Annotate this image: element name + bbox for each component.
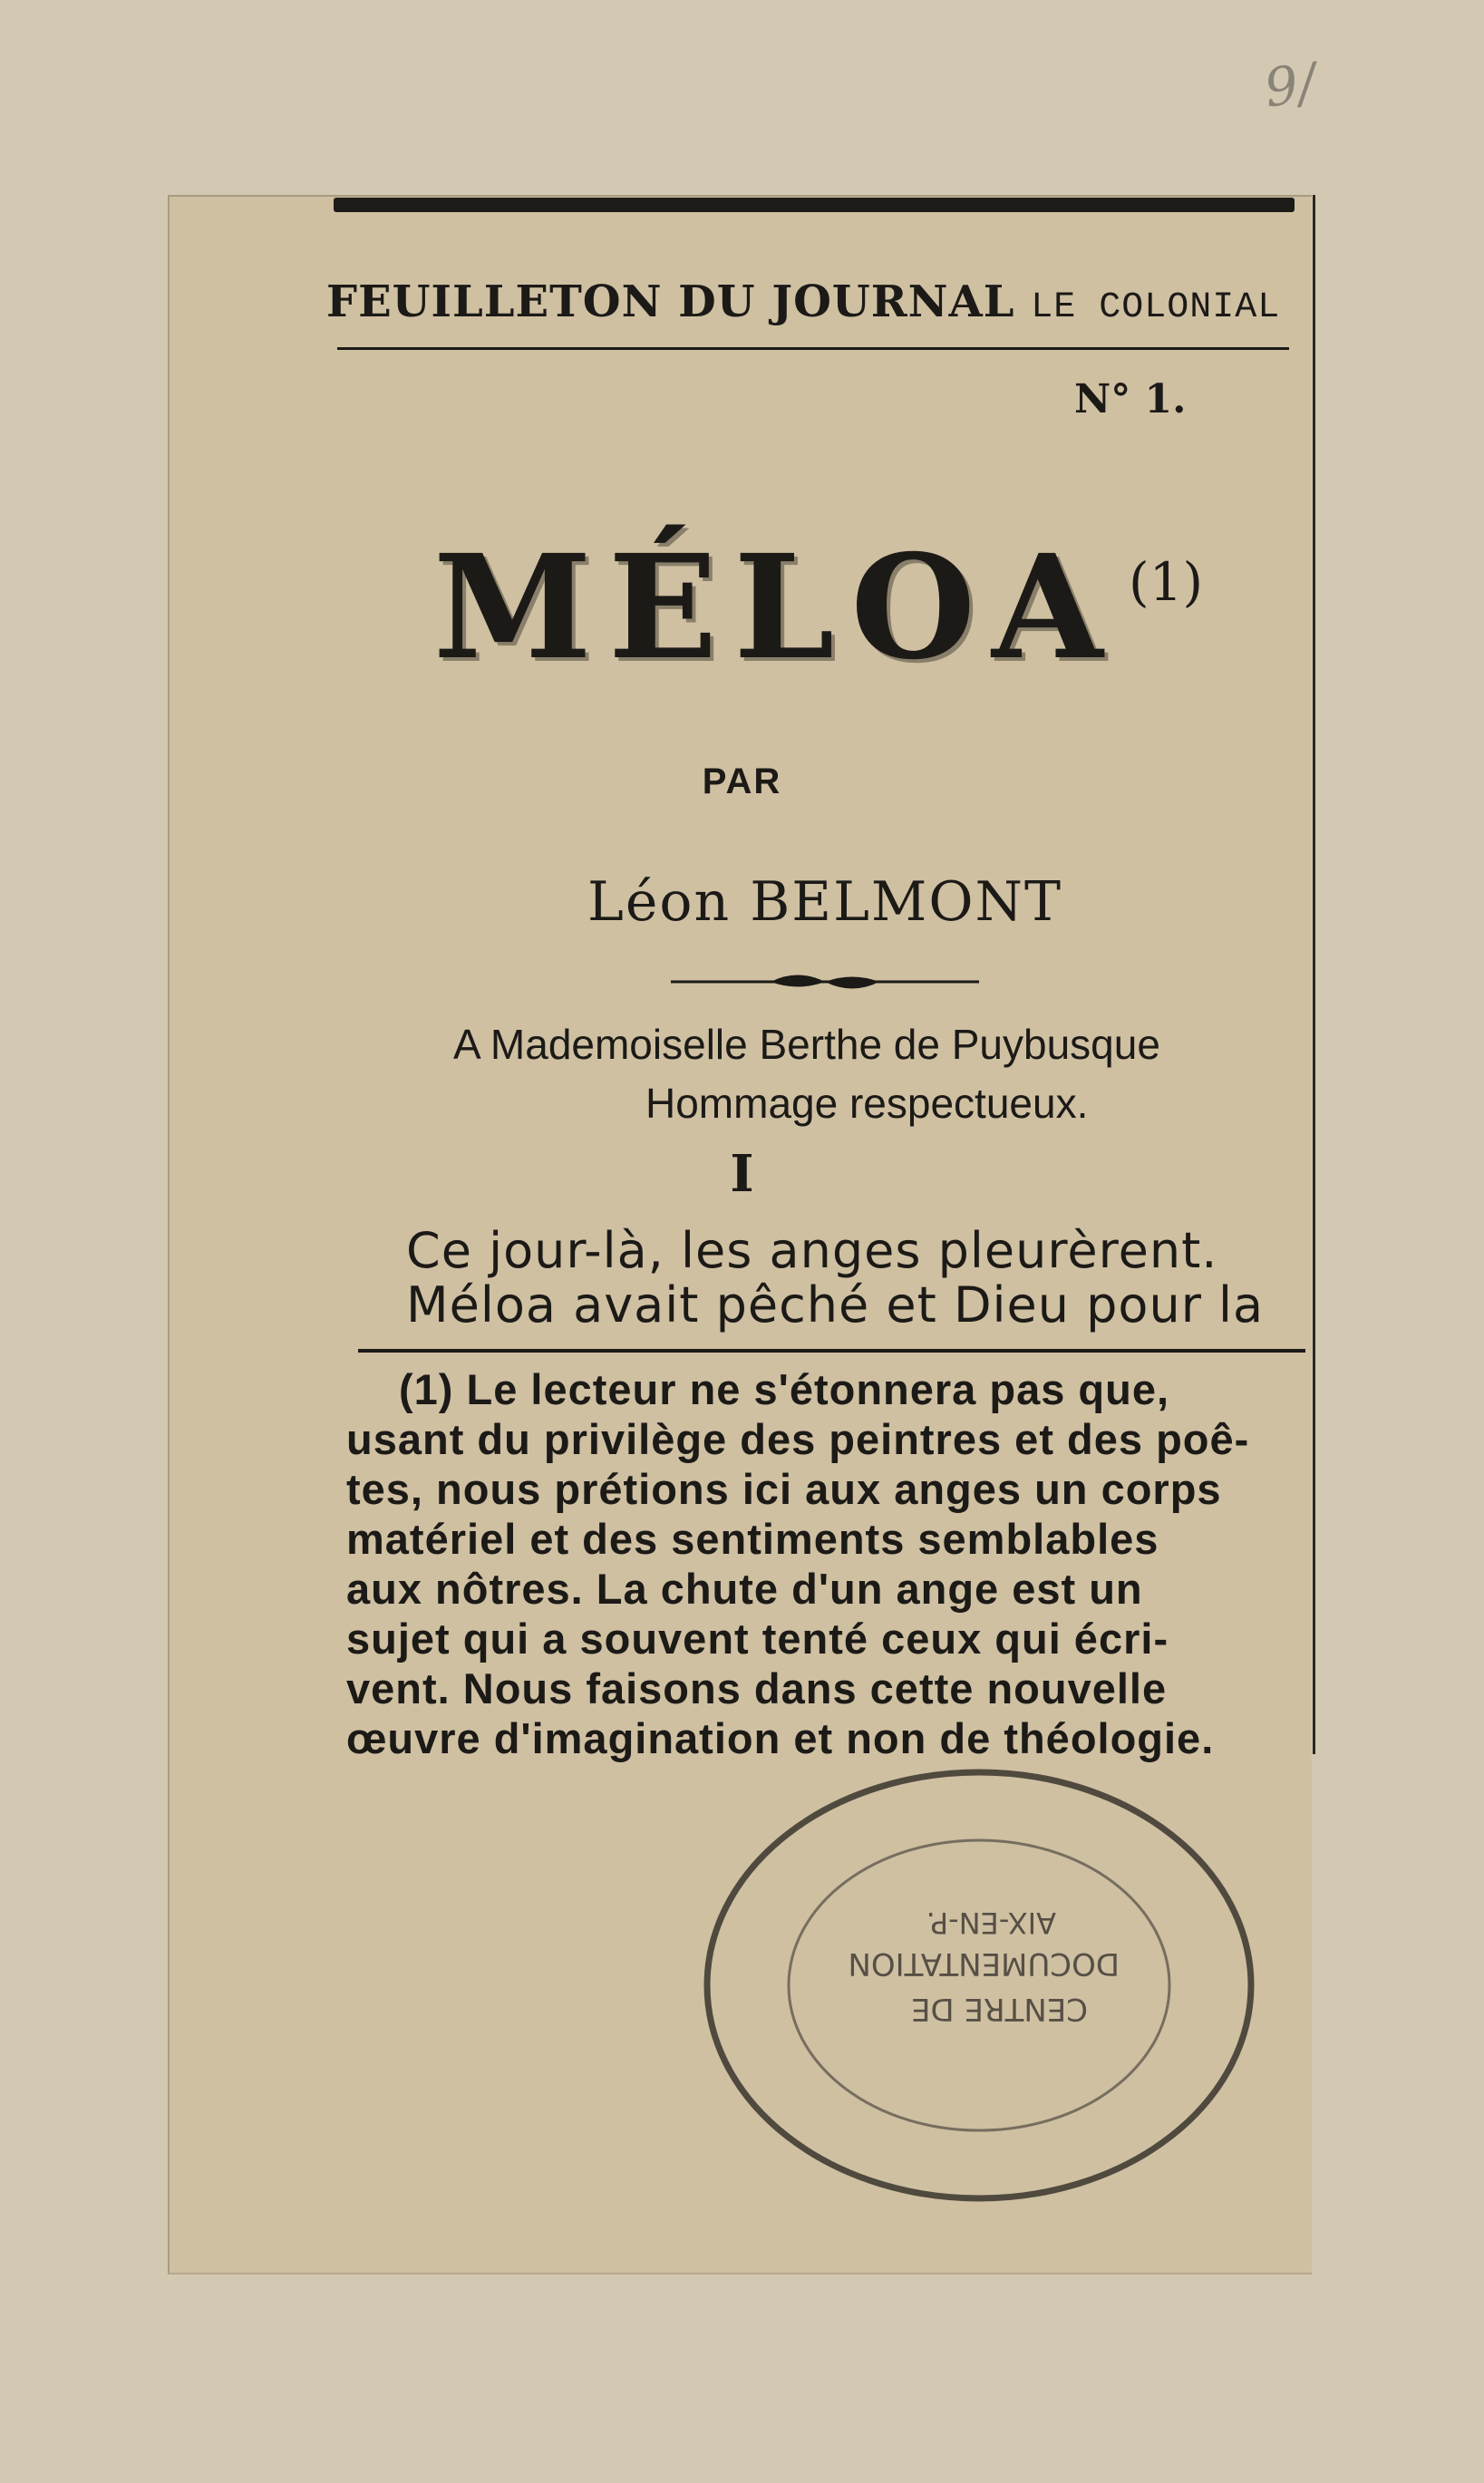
- title-footnote-ref: (1): [1129, 551, 1204, 613]
- footnote-line: (1) Le lecteur ne s'étonnera pas que,: [399, 1365, 1170, 1413]
- footnote-line: usant du privilège des peintres et des poê-: [346, 1415, 1250, 1463]
- footnote-line: vent. Nous faisons dans cette nouvelle: [346, 1664, 1168, 1712]
- author-name: Léon BELMONT: [587, 870, 1063, 934]
- by-label: PAR: [702, 761, 782, 801]
- header-top-rule: [334, 198, 1295, 212]
- dedication-hommage: Hommage respectueux.: [645, 1080, 1089, 1127]
- page-title: MÉLOA: [433, 524, 1120, 692]
- body-line: Méloa avait pêché et Dieu pour la: [406, 1276, 1265, 1334]
- svg-text:CENTRE DE: CENTRE DE: [910, 1991, 1088, 2027]
- footnote-line: sujet qui a souvent tenté ceux qui écri-: [346, 1615, 1169, 1663]
- svg-text:AIX-EN-P.: AIX-EN-P.: [926, 1906, 1056, 1940]
- svg-text:DOCUMENTATION: DOCUMENTATION: [848, 1945, 1120, 1982]
- library-stamp: [689, 1759, 1269, 2212]
- sheet-right-edge: [1313, 195, 1315, 1754]
- pencil-mark: 9/: [1260, 51, 1320, 120]
- journal-prefix: FEUILLETON DU JOURNAL: [326, 276, 1015, 327]
- header-rule: [337, 347, 1289, 350]
- footnote-line: tes, nous prétions ici aux anges un corps: [346, 1465, 1222, 1513]
- journal-name: LE COLONIAL: [1031, 287, 1281, 328]
- chapter-number: I: [730, 1144, 754, 1204]
- issue-number: N° 1.: [1074, 376, 1187, 422]
- dedication-line: A Mademoiselle Berthe de Puybusque: [453, 1021, 1160, 1068]
- footnote-line: aux nôtres. La chute d'un ange est un: [346, 1565, 1143, 1613]
- body-line: Ce jour-là, les anges pleurèrent.: [406, 1222, 1218, 1279]
- footnote-line: matériel et des sentiments semblables: [346, 1515, 1159, 1563]
- journal-heading: [326, 276, 1305, 328]
- footnote-line: œuvre d'imagination et non de théologie.: [346, 1714, 1215, 1762]
- footnote-rule: [358, 1349, 1305, 1353]
- ornament-divider: [671, 966, 979, 997]
